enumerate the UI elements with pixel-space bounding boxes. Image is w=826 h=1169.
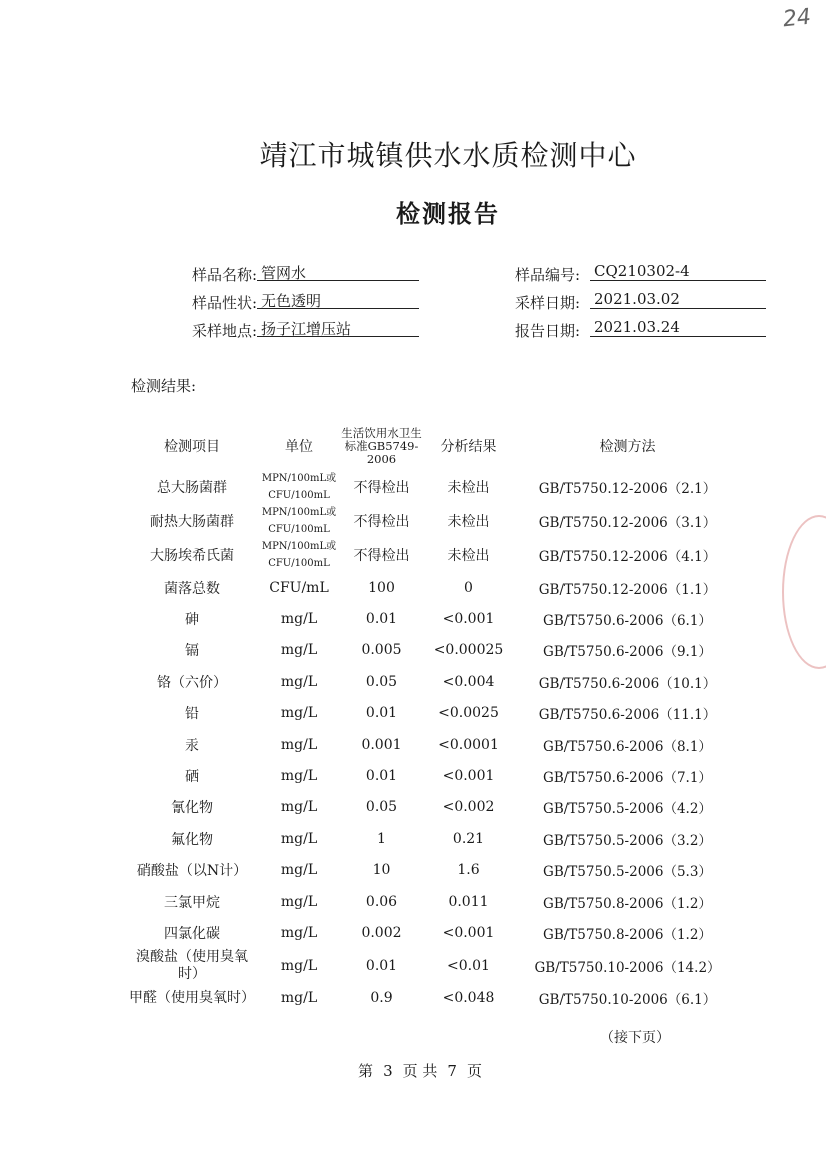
item-cell: 氰化物 xyxy=(171,800,213,817)
red-seal-stamp-edge xyxy=(782,515,826,669)
method-cell: GB/T5750.6-2006（8.1） xyxy=(543,738,712,755)
report-title: 检测报告 xyxy=(396,199,500,228)
result-cell: <0.004 xyxy=(442,673,495,690)
report-date-value: 2021.03.24 xyxy=(590,318,766,337)
item-cell: 铬（六价） xyxy=(157,674,227,691)
table-row xyxy=(126,855,741,886)
item-cell: 甲醛（使用臭氧时） xyxy=(129,989,255,1006)
sample-id-label: 样品编号: xyxy=(514,266,580,284)
sampling-site-label: 采样地点: xyxy=(191,322,257,340)
table-row xyxy=(126,635,741,666)
method-cell: GB/T5750.8-2006（1.2） xyxy=(543,926,712,943)
unit-cell: MPN/100mL或CFU/100mL xyxy=(261,541,337,569)
sample-name-value: 管网水 xyxy=(257,262,419,281)
unit-cell: mg/L xyxy=(280,924,318,941)
unit-cell: mg/L xyxy=(280,990,318,1007)
unit-cell: MPN/100mL或CFU/100mL xyxy=(261,507,337,535)
item-cell: 菌落总数 xyxy=(164,580,220,597)
results-section-label: 检测结果: xyxy=(131,377,197,395)
header-standard: 生活饮用水卫生标准GB5749-2006 xyxy=(341,425,422,466)
limit-cell: 0.06 xyxy=(365,893,398,910)
sample-nature-label: 样品性状: xyxy=(191,294,257,312)
table-row xyxy=(126,603,741,634)
report-date-label-wrap xyxy=(480,320,580,340)
table-row xyxy=(126,572,741,603)
limit-cell: 0.002 xyxy=(361,924,402,941)
result-cell: <0.048 xyxy=(442,990,495,1007)
sampling-site-label-wrap xyxy=(130,320,257,340)
result-cell: <0.001 xyxy=(442,924,495,941)
table-row xyxy=(126,538,741,572)
limit-cell: 0.05 xyxy=(365,799,398,816)
item-cell: 总大肠菌群 xyxy=(157,480,227,496)
result-cell: <0.001 xyxy=(442,611,495,628)
table-row xyxy=(126,666,741,697)
item-cell: 硝酸盐（以N计） xyxy=(136,863,248,880)
item-cell: 四氯化碳 xyxy=(164,925,220,942)
limit-cell: 不得检出 xyxy=(353,548,410,564)
limit-cell: 0.01 xyxy=(365,957,398,974)
result-cell: <0.002 xyxy=(442,799,495,816)
unit-cell: mg/L xyxy=(280,768,318,785)
limit-cell: 不得检出 xyxy=(353,514,410,530)
item-cell: 耐热大肠菌群 xyxy=(150,514,234,530)
method-cell: GB/T5750.6-2006（7.1） xyxy=(543,770,712,787)
unit-cell: mg/L xyxy=(280,705,318,722)
header-item: 检测项目 xyxy=(164,439,220,455)
item-cell: 铅 xyxy=(185,706,199,723)
result-cell: <0.0025 xyxy=(438,705,499,722)
result-cell: <0.00025 xyxy=(433,642,504,659)
unit-cell: mg/L xyxy=(280,736,318,753)
method-cell: GB/T5750.6-2006（6.1） xyxy=(543,613,712,630)
result-cell: 0.011 xyxy=(448,893,489,910)
item-cell: 溴酸盐（使用臭氧时） xyxy=(136,948,248,982)
sample-nature-value: 无色透明 xyxy=(257,290,419,309)
unit-cell: mg/L xyxy=(280,893,318,910)
item-cell: 砷 xyxy=(185,612,199,629)
sample-id-label-wrap xyxy=(480,264,580,284)
table-header-row xyxy=(126,422,741,470)
handwritten-page-number: 24 xyxy=(781,4,813,33)
result-cell: 未检出 xyxy=(447,480,490,496)
method-cell: GB/T5750.12-2006（2.1） xyxy=(538,481,717,497)
continue-note: （接下页） xyxy=(600,1030,670,1046)
sampling-date-value: 2021.03.02 xyxy=(590,290,766,309)
limit-cell: 不得检出 xyxy=(353,480,410,496)
result-cell: <0.001 xyxy=(442,768,495,785)
method-cell: GB/T5750.10-2006（14.2） xyxy=(534,959,721,976)
unit-cell: MPN/100mL或CFU/100mL xyxy=(261,473,337,501)
item-cell: 汞 xyxy=(185,737,199,754)
item-cell: 硒 xyxy=(185,769,199,786)
sample-id-value: CQ210302-4 xyxy=(590,262,766,281)
unit-cell: mg/L xyxy=(280,673,318,690)
table-row xyxy=(126,792,741,823)
result-cell: 1.6 xyxy=(457,862,480,879)
item-cell: 大肠埃希氏菌 xyxy=(150,548,234,564)
unit-cell: mg/L xyxy=(280,642,318,659)
page-middle: 页 共 xyxy=(402,1062,438,1080)
method-cell: GB/T5750.5-2006（4.2） xyxy=(543,801,712,818)
item-cell: 氟化物 xyxy=(171,831,213,848)
unit-cell: mg/L xyxy=(280,862,318,879)
table-row xyxy=(126,698,741,729)
result-cell: 0 xyxy=(464,579,473,596)
unit-cell: mg/L xyxy=(280,611,318,628)
limit-cell: 10 xyxy=(372,862,391,879)
header-result: 分析结果 xyxy=(440,439,497,455)
item-cell: 镉 xyxy=(185,643,199,660)
table-row xyxy=(126,823,741,854)
table-row xyxy=(126,470,741,504)
method-cell: GB/T5750.6-2006（10.1） xyxy=(538,675,717,692)
limit-cell: 0.01 xyxy=(365,705,398,722)
method-cell: GB/T5750.12-2006（3.1） xyxy=(538,515,717,531)
page-suffix: 页 xyxy=(466,1062,482,1080)
method-cell: GB/T5750.6-2006（9.1） xyxy=(543,644,712,661)
unit-cell: CFU/mL xyxy=(269,579,329,596)
limit-cell: 100 xyxy=(368,579,395,596)
result-cell: 未检出 xyxy=(447,514,490,530)
limit-cell: 0.001 xyxy=(361,736,402,753)
unit-cell: mg/L xyxy=(280,830,318,847)
results-table xyxy=(126,422,741,1014)
limit-cell: 0.005 xyxy=(361,642,402,659)
method-cell: GB/T5750.10-2006（6.1） xyxy=(538,992,717,1009)
method-cell: GB/T5750.8-2006（1.2） xyxy=(543,895,712,912)
sampling-date-label: 采样日期: xyxy=(514,294,580,312)
method-cell: GB/T5750.5-2006（5.3） xyxy=(543,864,712,881)
sampling-date-label-wrap xyxy=(480,292,580,312)
page-current: 3 xyxy=(383,1062,393,1080)
result-cell: 未检出 xyxy=(447,548,490,564)
table-row xyxy=(126,504,741,538)
sample-name-label: 样品名称: xyxy=(191,266,257,284)
item-cell: 三氯甲烷 xyxy=(164,894,220,911)
limit-cell: 1 xyxy=(377,830,386,847)
result-cell: 0.21 xyxy=(452,830,485,847)
method-cell: GB/T5750.5-2006（3.2） xyxy=(543,832,712,849)
organization-title: 靖江市城镇供水水质检测中心 xyxy=(259,139,637,172)
report-date-label: 报告日期: xyxy=(514,322,580,340)
method-cell: GB/T5750.12-2006（1.1） xyxy=(538,581,717,598)
page-total: 7 xyxy=(447,1062,457,1080)
table-row xyxy=(126,983,741,1014)
table-row xyxy=(126,729,741,760)
unit-cell: mg/L xyxy=(280,799,318,816)
limit-cell: 0.01 xyxy=(365,611,398,628)
header-unit: 单位 xyxy=(285,439,313,455)
limit-cell: 0.01 xyxy=(365,768,398,785)
limit-cell: 0.9 xyxy=(370,990,393,1007)
table-row xyxy=(126,949,741,983)
result-cell: <0.0001 xyxy=(438,736,499,753)
unit-cell: mg/L xyxy=(280,957,318,974)
table-row xyxy=(126,760,741,791)
table-row xyxy=(126,886,741,917)
page-prefix: 第 xyxy=(358,1062,374,1080)
header-method: 检测方法 xyxy=(599,439,656,455)
method-cell: GB/T5750.6-2006（11.1） xyxy=(538,707,717,724)
sampling-site-value: 扬子江增压站 xyxy=(257,318,419,337)
page-footer xyxy=(0,1060,826,1081)
method-cell: GB/T5750.12-2006（4.1） xyxy=(538,549,717,565)
sample-name-label-wrap xyxy=(130,264,257,284)
limit-cell: 0.05 xyxy=(365,673,398,690)
result-cell: <0.01 xyxy=(447,957,490,974)
sample-nature-label-wrap xyxy=(130,292,257,312)
table-row xyxy=(126,917,741,948)
